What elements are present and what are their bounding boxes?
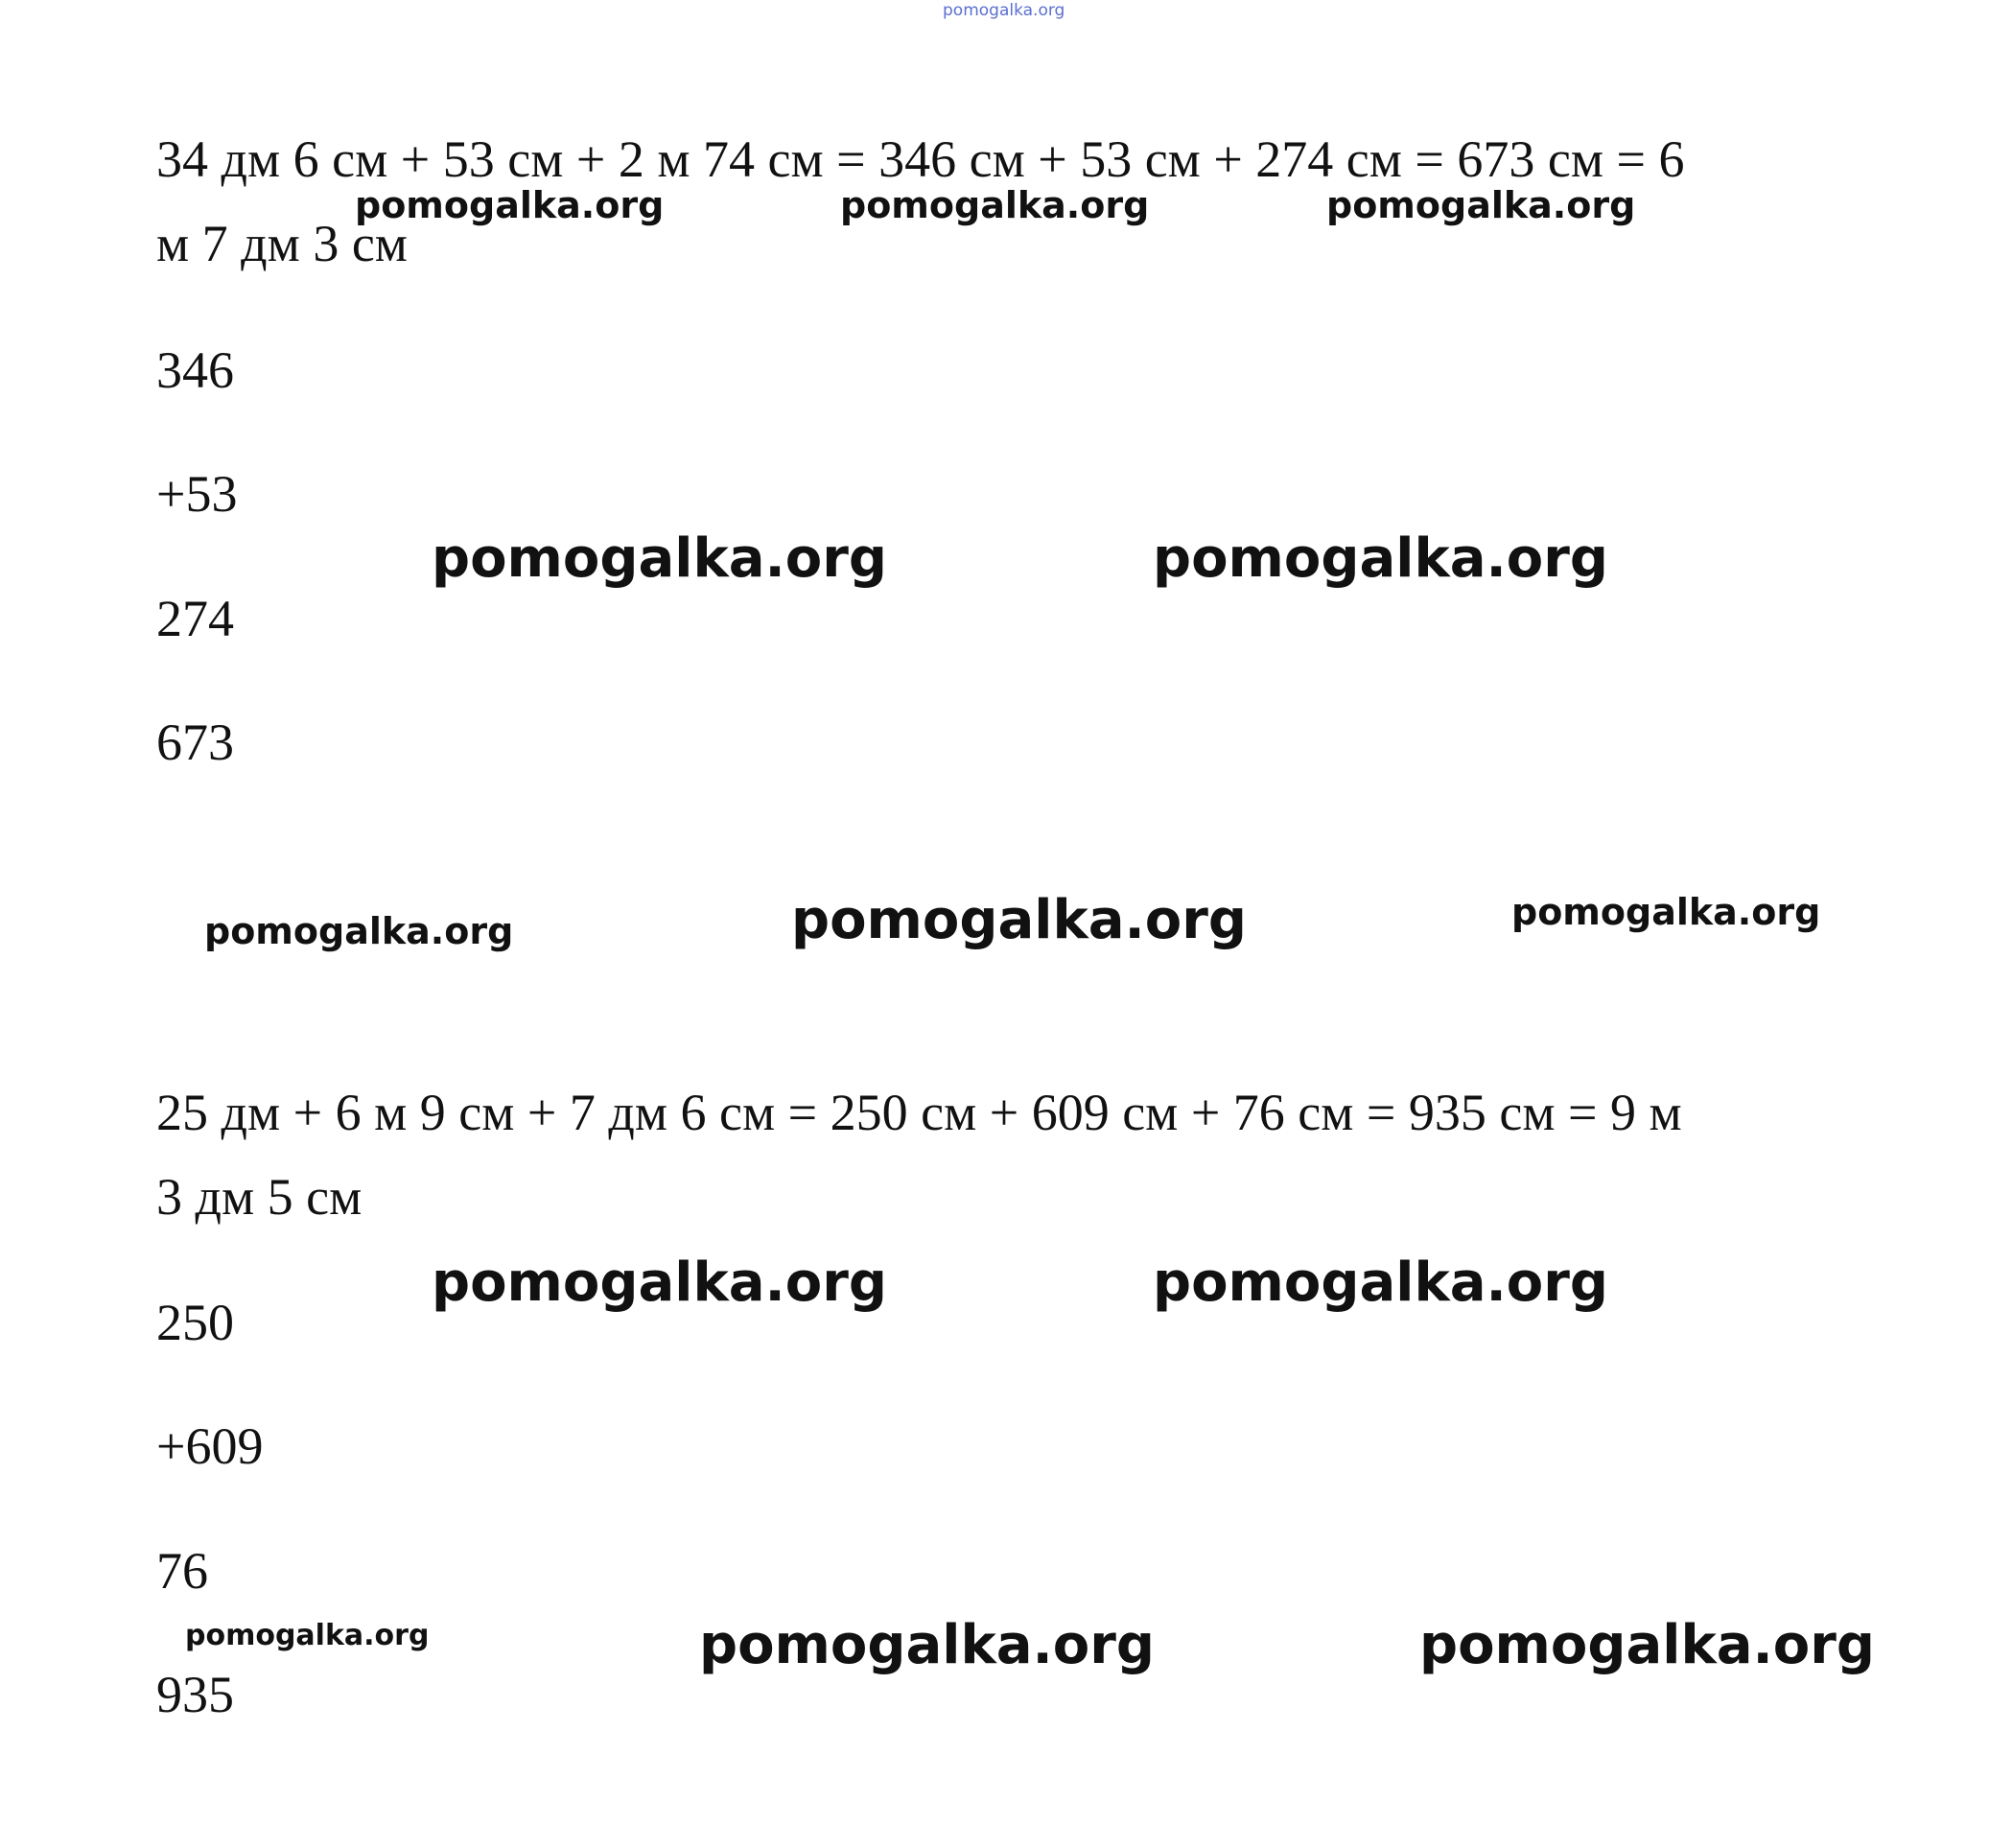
- watermark-text: pomogalka.org: [1153, 1251, 1608, 1314]
- problem1-column-addend-3: 274: [156, 590, 234, 647]
- header-watermark: pomogalka.org: [943, 1, 1065, 20]
- watermark-text: pomogalka.org: [1153, 527, 1608, 590]
- watermark-text: pomogalka.org: [699, 1614, 1155, 1676]
- watermark-text: pomogalka.org: [1511, 891, 1821, 933]
- problem1-column-addend-2: +53: [156, 465, 238, 523]
- watermark-text: pomogalka.org: [185, 1619, 430, 1652]
- problem1-equation-line1: 34 дм 6 см + 53 см + 2 м 74 см = 346 см + 53 см + 274 см = 673 см = 6: [156, 130, 1685, 188]
- watermark-text: pomogalka.org: [1326, 184, 1636, 226]
- problem2-column-addend-1: 250: [156, 1294, 234, 1351]
- problem1-column-sum: 673: [156, 713, 234, 771]
- watermark-text: pomogalka.org: [791, 889, 1247, 951]
- watermark-text: pomogalka.org: [355, 184, 665, 226]
- watermark-text: pomogalka.org: [432, 527, 887, 590]
- watermark-text: pomogalka.org: [840, 184, 1150, 226]
- problem2-column-addend-2: +609: [156, 1417, 264, 1475]
- problem1-column-addend-1: 346: [156, 341, 234, 399]
- problem2-column-sum: 935: [156, 1666, 234, 1723]
- problem1-equation-line2: м 7 дм 3 см: [156, 215, 408, 272]
- watermark-text: pomogalka.org: [432, 1251, 887, 1314]
- problem2-column-addend-3: 76: [156, 1542, 208, 1600]
- problem2-equation-line2: 3 дм 5 см: [156, 1168, 363, 1226]
- watermark-text: pomogalka.org: [204, 910, 514, 952]
- problem2-equation-line1: 25 дм + 6 м 9 см + 7 дм 6 см = 250 см + 609 см + 76 см = 935 см = 9 м: [156, 1084, 1682, 1141]
- watermark-text: pomogalka.org: [1419, 1614, 1875, 1676]
